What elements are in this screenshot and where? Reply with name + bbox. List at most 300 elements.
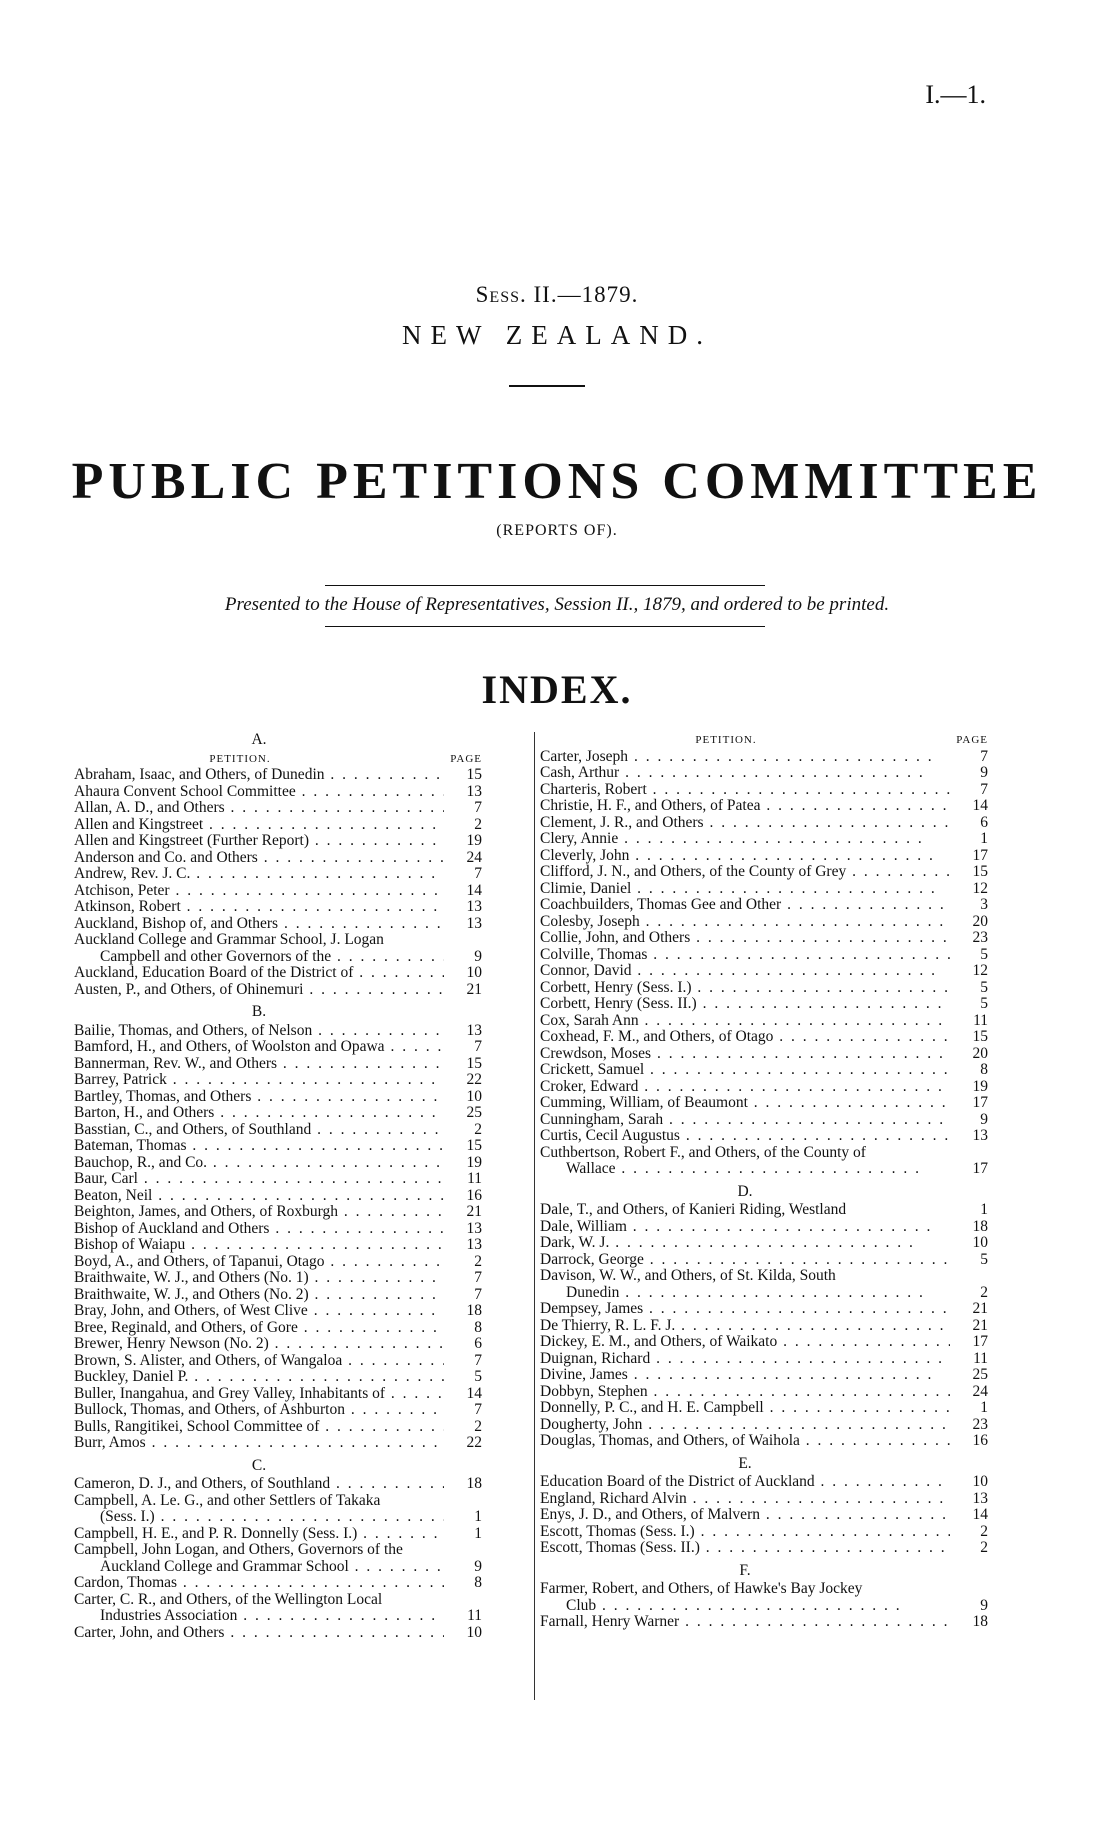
column-header [540, 732, 988, 749]
page-ref: 7 [980, 780, 988, 798]
page-ref: 11 [467, 1607, 482, 1624]
index-entry [74, 1204, 482, 1221]
index-entry [540, 1161, 988, 1178]
petition-name: Donnelly, P. C., and H. E. Campbell . . [540, 1400, 950, 1417]
petition-name: Auckland College and Grammar School . . [74, 1559, 444, 1576]
index-entry [540, 980, 988, 997]
index-entry [540, 1145, 988, 1162]
index-entry [74, 883, 482, 900]
page-ref: 2 [474, 1417, 482, 1435]
petition-name: Coachbuilders, Thomas Gee and Other . . [540, 897, 950, 914]
index-entry [74, 1155, 482, 1172]
petition-name: Bannerman, Rev. W., and Others . . [74, 1056, 444, 1073]
petition-column-label: PETITION. [209, 752, 271, 765]
index-entry [540, 1079, 988, 1096]
index-entry [540, 897, 988, 914]
petition-name: Collie, John, and Others . . [540, 930, 950, 947]
page-ref: 21 [466, 980, 482, 998]
index-entry [540, 1474, 988, 1491]
petition-name: Cash, Arthur . . [540, 765, 950, 782]
petition-name: Cardon, Thomas . . [74, 1575, 444, 1592]
index-entry [540, 1507, 988, 1524]
index-entry [74, 1625, 482, 1642]
petition-name: Duignan, Richard . . [540, 1351, 950, 1368]
index-entry [540, 1128, 988, 1145]
petition-name: Bray, John, and Others, of West Clive . . [74, 1303, 444, 1320]
page-ref: 18 [972, 1217, 988, 1235]
petition-name: Farnall, Henry Warner . . [540, 1614, 950, 1631]
page-ref: 7 [980, 747, 988, 765]
page-ref: 18 [466, 1302, 482, 1319]
page-ref: 5 [980, 978, 988, 996]
petition-name: Dale, T., and Others, of Kanieri Riding, Westland [540, 1202, 847, 1218]
page-ref: 10 [972, 1473, 988, 1490]
index-entry [540, 1046, 988, 1063]
petition-name: Braithwaite, W. J., and Others (No. 2) . . [74, 1287, 444, 1304]
page-ref: 17 [972, 1160, 988, 1177]
column-divider [534, 732, 535, 1700]
petition-name: Anderson and Co. and Others . . [74, 850, 444, 867]
index-entry [540, 1268, 988, 1285]
page-ref: 16 [972, 1432, 988, 1449]
page-ref: 19 [972, 1077, 988, 1095]
petition-name: Education Board of the District of Auckland . . [540, 1474, 950, 1491]
page-ref: 13 [466, 1021, 482, 1039]
petition-name: Clifford, J. N., and Others, of the County of Grey . . [540, 864, 950, 881]
index-entry [74, 817, 482, 834]
page-ref: 13 [466, 914, 482, 932]
petition-name: Atkinson, Robert . . [74, 899, 444, 916]
document-title: PUBLIC PETITIONS COMMITTEE [71, 453, 1043, 510]
page-ref: 22 [466, 1071, 482, 1088]
index-entry [540, 881, 988, 898]
page-ref: 10 [972, 1234, 988, 1251]
index-entry [540, 864, 988, 881]
index-entry [540, 1614, 988, 1631]
petition-name: Dougherty, John . . [540, 1417, 950, 1434]
index-entry [74, 965, 482, 982]
index-entry [74, 1039, 482, 1056]
page-column-label: PAGE [450, 752, 482, 765]
petition-name: Clery, Annie . . [540, 831, 950, 848]
index-entry [74, 1476, 482, 1493]
petition-name: Auckland, Education Board of the District of . . [74, 965, 444, 982]
page-ref: 12 [972, 962, 988, 979]
petition-name: Buckley, Daniel P. . . [74, 1369, 444, 1386]
page-ref: 17 [972, 1333, 988, 1350]
page-ref: 7 [474, 1401, 482, 1418]
petition-name: Bartley, Thomas, and Others . . [74, 1089, 444, 1106]
index-entry [540, 765, 988, 782]
page-ref: 25 [972, 1366, 988, 1383]
petition-name: Industries Association . . [74, 1608, 444, 1625]
index-entry [74, 833, 482, 850]
page-ref: 2 [474, 1120, 482, 1138]
page-ref: 19 [466, 832, 482, 849]
index-entry [74, 1023, 482, 1040]
index-entry [74, 1526, 482, 1543]
page-ref: 12 [972, 879, 988, 897]
petition-name: Baur, Carl . . [74, 1171, 444, 1188]
petition-name: Allen and Kingstreet . . [74, 817, 444, 834]
petition-name: Bamford, H., and Others, of Woolston and Opawa . . [74, 1039, 444, 1056]
index-entry [540, 1400, 988, 1417]
index-entry [74, 1237, 482, 1254]
petition-name: Campbell and other Governors of the . . [74, 949, 444, 966]
petition-name: Dempsey, James . . [540, 1301, 950, 1318]
petition-name: Crickett, Samuel . . [540, 1062, 950, 1079]
page-ref: 7 [474, 1269, 482, 1286]
page-ref: 20 [972, 912, 988, 930]
index-entry [540, 1285, 988, 1302]
petition-name: Douglas, Thomas, and Others, of Waihola . . [540, 1433, 950, 1450]
index-entry [540, 914, 988, 931]
index-entry [74, 1592, 482, 1609]
petition-name: Climie, Daniel . . [540, 881, 950, 898]
petition-name: Bishop of Waiapu . . [74, 1237, 444, 1254]
page-ref: 1 [980, 830, 988, 847]
page-ref: 15 [466, 1054, 482, 1072]
index-entry [74, 850, 482, 867]
index-entry [540, 1417, 988, 1434]
index-entry [74, 1402, 482, 1419]
page-ref: 5 [980, 995, 988, 1012]
petition-name: Basstian, C., and Others, of Southland . . [74, 1122, 444, 1139]
page-ref: 14 [972, 797, 988, 814]
petition-name: Cunningham, Sarah . . [540, 1112, 950, 1129]
page-ref: 10 [466, 1087, 482, 1105]
petition-name: Corbett, Henry (Sess. I.) . . [540, 980, 950, 997]
index-entry [74, 1435, 482, 1452]
petition-name: Auckland College and Grammar School, J. Logan [74, 932, 384, 948]
page-ref: 5 [980, 945, 988, 963]
page-ref: 8 [474, 1574, 482, 1591]
petition-name: Campbell, H. E., and P. R. Donnelly (Sess. I.) . . [74, 1526, 444, 1543]
petition-name: Cox, Sarah Ann . . [540, 1013, 950, 1030]
petition-name: Clement, J. R., and Others . . [540, 815, 950, 832]
petition-name: Bulls, Rangitikei, School Committee of . . [74, 1419, 444, 1436]
index-entry [74, 982, 482, 999]
index-entry [540, 1524, 988, 1541]
index-entry [540, 1252, 988, 1269]
index-entry [74, 1254, 482, 1271]
index-entry [74, 1608, 482, 1625]
petition-name: Buller, Inangahua, and Grey Valley, Inhabitants of . . [74, 1386, 444, 1403]
petition-name: Corbett, Henry (Sess. II.) . . [540, 996, 950, 1013]
page-ref: 6 [474, 1335, 482, 1352]
page-ref: 1 [980, 1201, 988, 1218]
page-ref: 13 [972, 1127, 988, 1144]
petition-name: Andrew, Rev. J. C. . . [74, 866, 444, 883]
index-entry [540, 1013, 988, 1030]
index-entry [540, 1540, 988, 1557]
page-ref: 7 [474, 1351, 482, 1369]
petition-name: Divine, James . . [540, 1367, 950, 1384]
page-ref: 1 [474, 1508, 482, 1525]
index-entry [540, 1202, 988, 1219]
petition-name: Curtis, Cecil Augustus . . [540, 1128, 950, 1145]
index-entry [74, 1138, 482, 1155]
index-entry [74, 1221, 482, 1238]
page-ref: 5 [980, 1250, 988, 1268]
index-entry [74, 916, 482, 933]
presented-bottom-rule [325, 626, 765, 627]
index-entry [74, 1072, 482, 1089]
petition-name: (Sess. I.) . . [74, 1509, 444, 1526]
petition-name: Brewer, Henry Newson (No. 2) . . [74, 1336, 444, 1353]
page-ref: 21 [972, 1300, 988, 1317]
page-ref: 14 [466, 881, 482, 899]
index-entry [540, 1491, 988, 1508]
page-ref: 13 [466, 898, 482, 915]
index-entry [540, 1367, 988, 1384]
index-entry [74, 1171, 482, 1188]
petition-name: Cuthbertson, Robert F., and Others, of the County of [540, 1144, 866, 1161]
session-line [0, 282, 1114, 308]
index-entry [74, 1188, 482, 1205]
petition-name: Beaton, Neil . . [74, 1188, 444, 1205]
index-entry [540, 930, 988, 947]
petition-name: Allen and Kingstreet (Further Report) . . [74, 833, 444, 850]
petition-name: De Thierry, R. L. F. J. . . [540, 1318, 950, 1335]
country-heading: NEW ZEALAND. [402, 320, 712, 350]
petition-name: Campbell, John Logan, and Others, Governors of the [74, 1542, 403, 1558]
page-ref: 15 [972, 1028, 988, 1045]
page-ref: 11 [467, 1170, 482, 1187]
page-ref: 23 [972, 1415, 988, 1433]
index-entry [74, 1509, 482, 1526]
index-letter-heading: E. [738, 1454, 752, 1472]
petition-name: Cleverly, John . . [540, 848, 950, 865]
index-entry [74, 1303, 482, 1320]
index-entry [74, 1493, 482, 1510]
page-ref: 14 [466, 1384, 482, 1402]
page-ref: 9 [474, 1557, 482, 1575]
petition-name: Colesby, Joseph . . [540, 914, 950, 931]
petition-name: Barton, H., and Others . . [74, 1105, 444, 1122]
page-ref: 17 [972, 1094, 988, 1111]
petition-name: Barrey, Patrick . . [74, 1072, 444, 1089]
page-ref: 5 [474, 1368, 482, 1385]
petition-name: Coxhead, F. M., and Others, of Otago . . [540, 1029, 950, 1046]
index-entry [540, 782, 988, 799]
page-ref: 11 [973, 1349, 988, 1367]
presented-top-rule [325, 585, 765, 586]
page-ref: 7 [474, 1285, 482, 1303]
page-ref: 25 [466, 1104, 482, 1121]
index-entry [74, 1542, 482, 1559]
petition-name: Boyd, A., and Others, of Tapanui, Otago . . [74, 1254, 444, 1271]
page-ref: 22 [466, 1434, 482, 1451]
page-ref: 15 [466, 1137, 482, 1154]
petition-name: Austen, P., and Others, of Ohinemuri . . [74, 982, 444, 999]
index-entry [540, 1029, 988, 1046]
index-entry [74, 1369, 482, 1386]
page-ref: 6 [980, 813, 988, 831]
index-entry [74, 1089, 482, 1106]
page-ref: 9 [474, 947, 482, 965]
petition-name: Escott, Thomas (Sess. I.) . . [540, 1524, 950, 1541]
petition-name: Bailie, Thomas, and Others, of Nelson . . [74, 1023, 444, 1040]
petition-name: Dickey, E. M., and Others, of Waikato . . [540, 1334, 950, 1351]
page-ref: 18 [972, 1613, 988, 1630]
page-ref: 15 [972, 863, 988, 880]
page-ref: 24 [972, 1382, 988, 1400]
page-ref: 19 [466, 1153, 482, 1171]
petition-name: Connor, David . . [540, 963, 950, 980]
petition-name: Ahaura Convent School Committee . . [74, 784, 444, 801]
page-ref: 9 [980, 1596, 988, 1614]
page-ref: 7 [474, 865, 482, 882]
page-ref: 17 [972, 846, 988, 864]
session-prefix: Sess. [475, 282, 527, 307]
page-ref: 2 [980, 1283, 988, 1301]
page-ref: 2 [980, 1539, 988, 1556]
page-ref: 8 [474, 1318, 482, 1336]
index-entry [74, 1287, 482, 1304]
index-letter-heading: F. [739, 1561, 751, 1579]
petition-name: Abraham, Isaac, and Others, of Dunedin . . [74, 767, 444, 784]
petition-name: Carter, John, and Others . . [74, 1625, 444, 1642]
index-entry [74, 1320, 482, 1337]
index-entry [540, 963, 988, 980]
page-ref: 8 [980, 1061, 988, 1078]
petition-name: Wallace . . [540, 1161, 950, 1178]
index-entry [540, 815, 988, 832]
page-ref: 13 [466, 1219, 482, 1237]
index-entry [540, 798, 988, 815]
index-column-left [74, 726, 482, 1641]
page-ref: 1 [980, 1399, 988, 1416]
petition-name: Atchison, Peter . . [74, 883, 444, 900]
petition-name: Crewdson, Moses . . [540, 1046, 950, 1063]
index-entry [74, 932, 482, 949]
petition-name: Farmer, Robert, and Others, of Hawke's Bay Jockey [540, 1581, 863, 1597]
petition-name: Bauchop, R., and Co. . . [74, 1155, 444, 1172]
session-rest: II.—1879. [533, 282, 639, 307]
petition-name: Braithwaite, W. J., and Others (No. 1) . . [74, 1270, 444, 1287]
page-ref: 9 [980, 764, 988, 781]
petition-name: Auckland, Bishop of, and Others . . [74, 916, 444, 933]
index-entry [540, 1384, 988, 1401]
index-letter-heading: C. [251, 1456, 267, 1474]
index-entry [540, 1598, 988, 1615]
index-entry [74, 949, 482, 966]
column-header [74, 751, 482, 768]
petition-name: Brown, S. Alister, and Others, of Wangaloa . . [74, 1353, 444, 1370]
page-ref: 9 [980, 1110, 988, 1128]
petition-name: Allan, A. D., and Others . . [74, 800, 444, 817]
petition-name: Dale, William . . [540, 1219, 950, 1236]
index-entry [540, 1062, 988, 1079]
page-ref: 2 [474, 1252, 482, 1270]
page-ref: 13 [466, 782, 482, 800]
petition-name: Colville, Thomas . . [540, 947, 950, 964]
index-column-right [540, 732, 988, 1631]
page-ref: 21 [466, 1203, 482, 1220]
index-entry [74, 1336, 482, 1353]
petition-name: Carter, C. R., and Others, of the Wellington Local [74, 1591, 383, 1608]
petition-name: Bishop of Auckland and Others . . [74, 1221, 444, 1238]
index-entry [540, 1112, 988, 1129]
petition-name: Burr, Amos . . [74, 1435, 444, 1452]
page-ref: 13 [466, 1236, 482, 1253]
petition-name: Dobbyn, Stephen . . [540, 1384, 950, 1401]
page-ref: 23 [972, 929, 988, 946]
index-entry [74, 1559, 482, 1576]
petition-name: Club . . [540, 1598, 950, 1615]
index-entry [74, 1386, 482, 1403]
petition-name: Davison, W. W., and Others, of St. Kilda, South [540, 1268, 836, 1284]
page-ref: 3 [980, 896, 988, 913]
petition-name: Cumming, William, of Beaumont . . [540, 1095, 950, 1112]
index-entry [74, 1122, 482, 1139]
index-entry [540, 749, 988, 766]
page-ref: 14 [972, 1506, 988, 1523]
index-entry [540, 1433, 988, 1450]
page-ref: 16 [466, 1186, 482, 1204]
page-ref: 2 [474, 815, 482, 833]
index-entry [540, 1581, 988, 1598]
petition-name: Beighton, James, and Others, of Roxburgh . . [74, 1204, 444, 1221]
index-entry [74, 866, 482, 883]
petition-name: England, Richard Alvin . . [540, 1491, 950, 1508]
page-ref: 10 [466, 964, 482, 981]
page-ref: 7 [474, 799, 482, 816]
petition-name: Bateman, Thomas . . [74, 1138, 444, 1155]
index-entry [540, 1301, 988, 1318]
index-letter-heading: D. [737, 1182, 753, 1200]
index-entry [74, 1056, 482, 1073]
page-ref: 21 [972, 1316, 988, 1334]
page-ref: 18 [466, 1475, 482, 1492]
petition-name: Charteris, Robert . . [540, 782, 950, 799]
petition-name: Dunedin . . [540, 1285, 950, 1302]
page-ref: 13 [972, 1489, 988, 1507]
page-ref: 1 [474, 1524, 482, 1542]
page-number: I.—1. [925, 80, 986, 109]
petition-name: Cameron, D. J., and Others, of Southland . . [74, 1476, 444, 1493]
index-entry [540, 1219, 988, 1236]
index-entry [540, 996, 988, 1013]
index-entry [74, 767, 482, 784]
index-letter-heading: A. [251, 731, 267, 748]
index-entry [74, 1419, 482, 1436]
page-ref: 2 [980, 1522, 988, 1540]
petition-name: Campbell, A. Le. G., and other Settlers of Takaka [74, 1492, 381, 1509]
petition-name: Escott, Thomas (Sess. II.) . . [540, 1540, 950, 1557]
page-ref: 10 [466, 1623, 482, 1641]
index-entry [540, 1235, 988, 1252]
index-entry [74, 784, 482, 801]
index-heading: INDEX. [481, 667, 633, 712]
index-entry [74, 800, 482, 817]
index-entry [540, 1095, 988, 1112]
page-ref: 11 [973, 1011, 988, 1029]
index-entry [74, 1270, 482, 1287]
document-subtitle: (REPORTS OF). [496, 522, 618, 539]
petition-name: Dark, W. J. . . [540, 1235, 950, 1252]
page-ref: 15 [466, 766, 482, 783]
petition-name: Carter, Joseph . . [540, 749, 950, 766]
petition-name: Bree, Reginald, and Others, of Gore . . [74, 1320, 444, 1337]
short-rule [509, 385, 585, 387]
petition-name: Enys, J. D., and Others, of Malvern . . [540, 1507, 950, 1524]
index-letter-heading: B. [251, 1003, 267, 1020]
petition-name: Darrock, George . . [540, 1252, 950, 1269]
page-ref: 20 [972, 1044, 988, 1062]
index-entry [540, 1318, 988, 1335]
